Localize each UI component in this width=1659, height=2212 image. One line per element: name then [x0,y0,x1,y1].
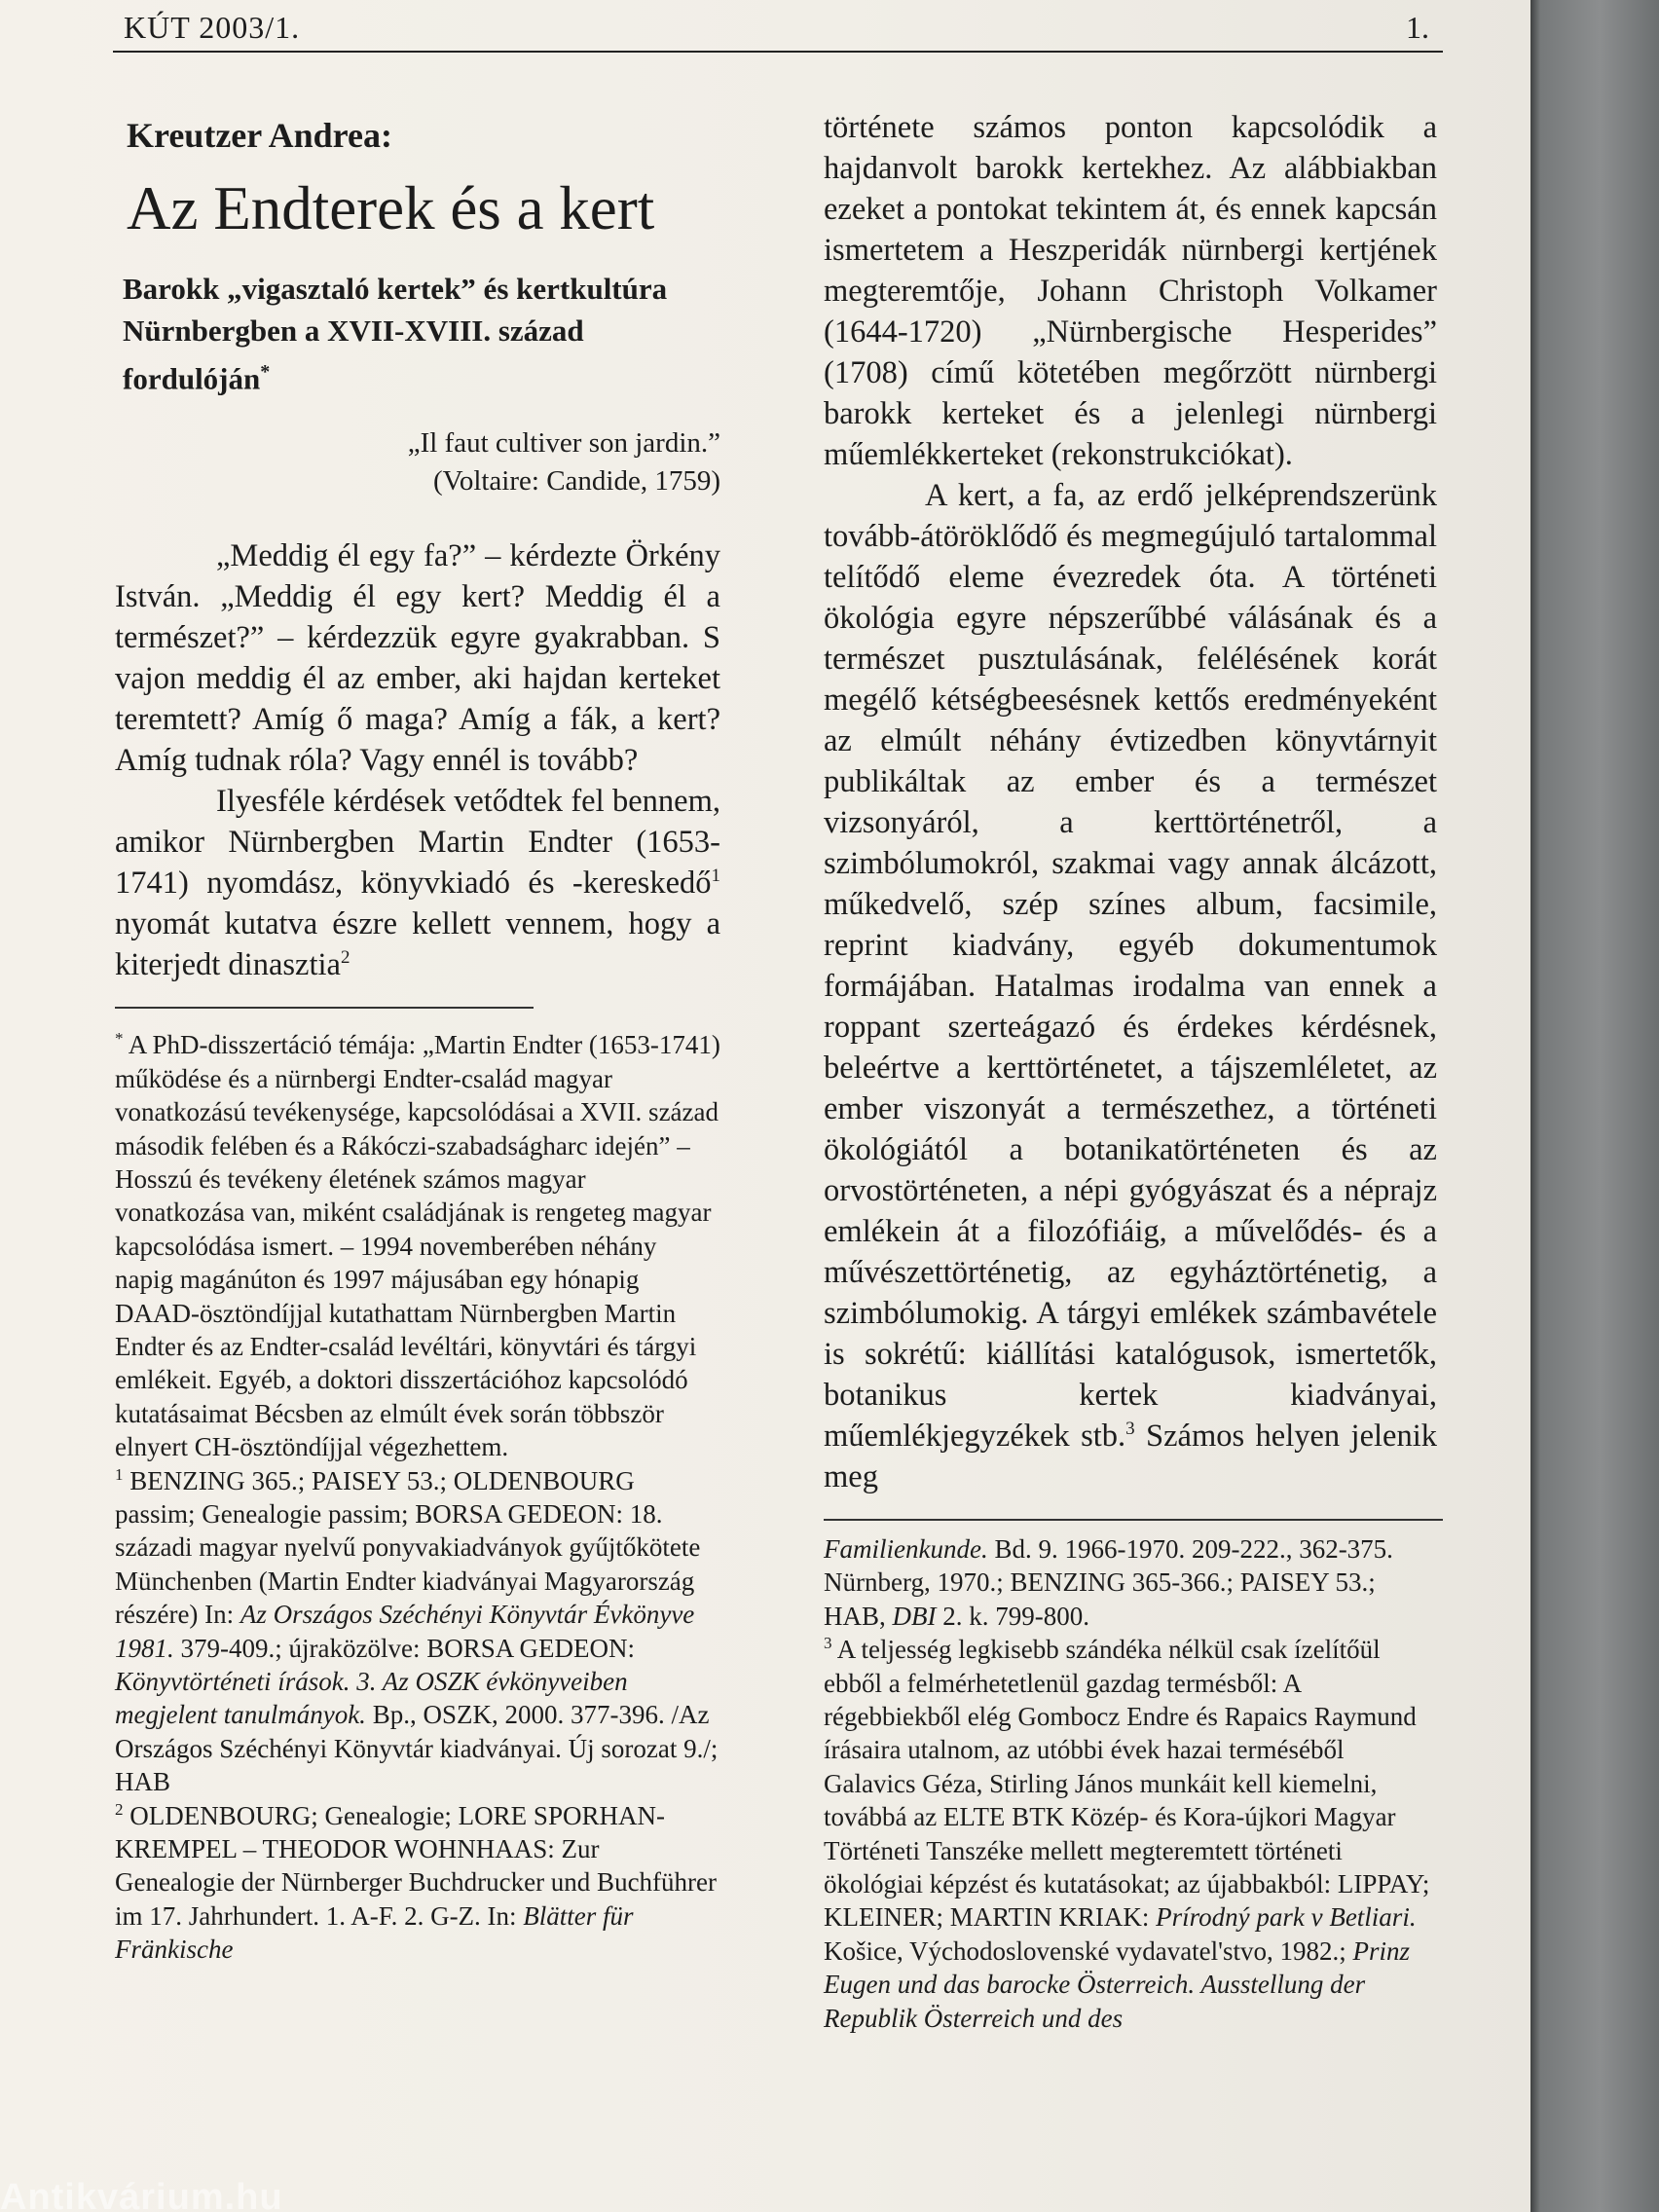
footnote-text: A teljesség legkisebb szándéka nélkül csak ízelítőül ebből a felmérhetetlenül gazdag termésből: A régebbiekből elég Gombocz Endre és Rapaics Raymund írásaira utalnom, az utóbbi évek hazai terméséből Galavics Géza, Stirling János munkáit kell kiemelni, továbbá az ELTE BTK Közép- és Kora-újkori Magyar Történeti Tanszéke mellett megteremtett történeti ökológiai képzést és kutatásokat; az újabbakból: LIPPAY; KLEINER; MARTIN KRIAK: [824,1635,1430,1933]
footnote-text: Bp., OSZK, 2000. 377-396. /Az Országos Széchényi Könyvtár kiadványai. Új sorozat 9./; HAB [115,1700,719,1797]
footnote-italic: Prírodný park v Betliari. [1156,1902,1417,1933]
running-head: KÚT 2003/1. [124,10,301,45]
footnote-ref: 1 [711,866,720,887]
footnote-2-continued [824,1532,1437,1633]
page-number: 1. [1406,10,1429,45]
header-rule [113,51,1443,53]
footnote-italic: Könyvtörténeti írások. 3. Az OSZK évkönyveiben megjelent tanulmányok. [115,1667,628,1730]
footnote-text: 2. k. 799-800. [936,1601,1089,1631]
footnote-italic: Blätter für Fränkische [115,1900,634,1965]
footnote-mark: 1 [115,1464,124,1484]
article-subtitle [123,268,720,399]
page-gutter-shadow [1530,0,1540,2212]
body-paragraph: „Meddig él egy fa?” – kérdezte Örkény István. „Meddig él egy kert? Meddig él a természet?” – kérdezzük egyre gyakrabban. S vajon meddig él az ember, aki hajdan kerteket teremtett? Amíg ő maga? Amíg a fák, a kert? Amíg tudnak róla? Vagy ennél is tovább? [115,538,720,779]
footnote-mark: 2 [115,1799,124,1819]
book-edge [1540,0,1659,2212]
body-text-segment: nyomát kutatva észre kellett vennem, hogy a kiterjedt dinasztia [115,906,720,983]
footnote-3 [824,1633,1437,2035]
footnote-italic: DBI [892,1601,937,1631]
epigraph-quote: „Il faut cultiver son jardin.” [407,427,720,460]
footnote-star [115,1028,720,1463]
body-paragraph [824,475,1437,1497]
footnote-text: Bd. 9. 1966-1970. 209-222., 362-375. Nürnberg, 1970.; BENZING 365-366.; PAISEY 53.; HAB, [824,1534,1393,1631]
body-text-segment: Ilyesféle kérdések vetődtek fel bennem, amikor Nürnbergben Martin Endter (1653-1741) nyomdász, könyvkiadó és -kereskedő [115,784,720,902]
epigraph-source: (Voltaire: Candide, 1759) [432,465,720,498]
article-title: Az Endterek és a kert [127,174,655,242]
footnote-mark: * [115,1029,124,1049]
footnote-text: 379-409.; újraközölve: BORSA GEDEON: [173,1633,635,1663]
footnote-ref: 2 [340,947,350,969]
subtitle-text: Barokk „vigasztaló kertek” és kertkultúra Nürnbergben a XVII-XVIII. század fordulóján [123,272,668,396]
body-text-segment: Számos helyen jelenik meg [824,1419,1437,1494]
footnote-text: OLDENBOURG; Genealogie; LORE SPORHAN-KREMPEL – THEODOR WOHNHAAS: Zur Genealogie der Nürnberger Buchdrucker und Buchführer im 17. Jahrhundert. 1. A-F. 2. G-Z. In: [115,1800,718,1931]
watermark: Antikvárium.hu [0,2177,283,2212]
footnote-1 [115,1464,720,1799]
footnote-2 [115,1799,720,1967]
body-text-segment: A kert, a fa, az erdő jelképrendszerünk tovább-átöröklődő és megmegújuló tartalommal telítődő eleme évezredek óta. A történeti ökológia egyre népszerűbbé válásának és a természet pusztulásának, felélésének korát megélő kétségbeesésnek kettős eredményeként az elmúlt néhány évtizedben könyvtárnyit publikáltak az ember és a természet vizsonyáról, a kerttörténetről, a szimbólumokról, szakmai vagy annak álcázott, műkedvelő, szép színes album, facsimile, reprint kiadvány, egyéb dokumentumok formájában. Hatalmas irodalma van ennek a roppant szerteágazó és érdekes kérdésnek, beleértve a kerttörténetet, a tájszemléletet, az ember viszonyát a természethez, a történeti ökológiától a botanikatörténeten és az orvostörténeten, a népi gyógyászat és a néprajz emlékein át a filozófiáig, a művelődés- és a művészettörténetig, az egyháztörténetig, a szimbólumokig. A tárgyi emlékek számbavétele is sokrétű: kiállítási katalógusok, ismertetők, botanikus kertek kiadványai, műemlékjegyzékek stb. [824,478,1437,1454]
subtitle-footnote-mark: * [260,361,271,383]
body-paragraph [115,781,720,985]
footnote-rule [115,1007,534,1009]
left-column [115,115,720,1967]
footnote-text: BENZING 365.; PAISEY 53.; OLDENBOURG passim; Genealogie passim; BORSA GEDEON: 18. századi magyar nyelvű ponyvakiadványok gyűjtőkötete Münchenben (Martin Endter kiadványai Magyarország részére) In: [115,1465,701,1630]
footnote-text: Košice, Východoslovenské vydavatel'stvo, 1982.; [824,1936,1353,1966]
footnote-italic: Prinz Eugen und das barocke Österreich. Ausstellung der Republik Österreich und des [824,1936,1411,2033]
footnote-ref: 3 [1125,1419,1135,1440]
footnote-italic: Familienkunde. [824,1534,988,1564]
footnote-italic: Az Országos Széchényi Könyvtár Évkönyve 1981. [115,1600,695,1663]
footnote-rule [824,1519,1443,1521]
epigraph [115,424,720,500]
author-name: Kreutzer Andrea: [127,116,392,155]
right-column [824,107,1437,2035]
body-paragraph: története számos ponton kapcsolódik a hajdanvolt barokk kertekhez. Az alábbiakban ezeket a pontokat tekintem át, és ennek kapcsán ismertetem a Heszperidák nürnbergi kertjének megteremtője, Johann Christoph Volkamer (1644-1720) „Nürnbergische Hesperides” (1708) című kötetében megőrzött nürnbergi barokk kerteket és a jelenlegi nürnbergi műemlékkerteket (rekonstrukciókat). [824,110,1437,472]
footnote-text: A PhD-disszertáció témája: „Martin Endter (1653-1741) működése és a nürnbergi Endter-család magyar vonatkozású tevékenysége, kapcsolódásai a XVII. század második felében és a Rákóczi-szabadságharc idején” – Hosszú és tevékeny életének számos magyar vonatkozása van, miként családjának is rengeteg magyar kapcsolódása ismert. – 1994 novemberében néhány napig magánúton és 1997 májusában egy hónapig DAAD-ösztöndíjjal kutathattam Nürnbergben Martin Endter és az Endter-család levéltári, könyvtári és tárgyi emlékeit. Egyéb, a doktori disszertációhoz kapcsolódó kutatásaimat Bécsben az elmúlt évek során többször elnyert CH-ösztöndíjjal végezhettem. [115,1030,720,1462]
footnote-mark: 3 [824,1634,832,1653]
